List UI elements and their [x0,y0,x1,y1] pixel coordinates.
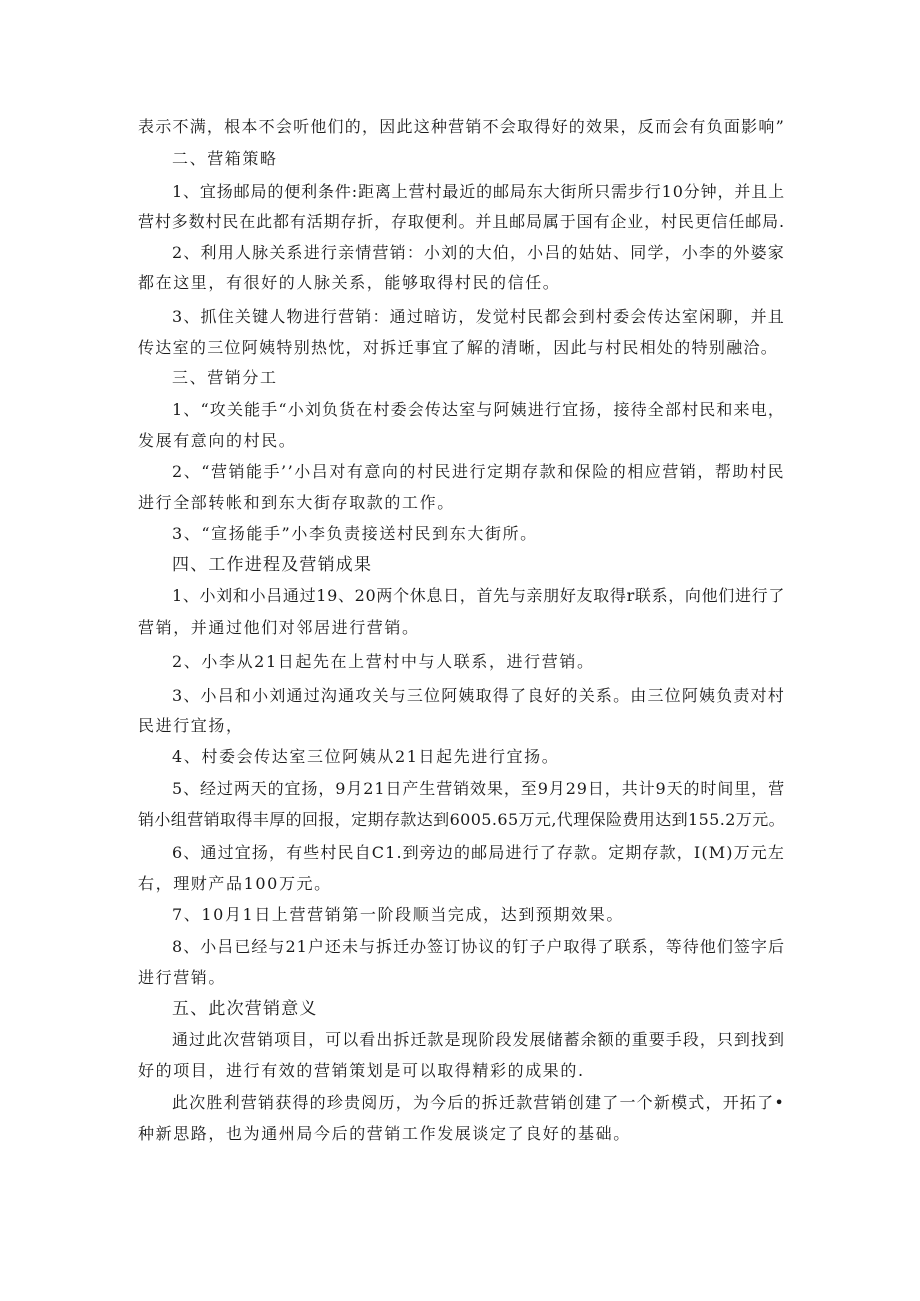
paragraph-line: 此次胜利营销获得的珍贵阅历，为今后的拆迁款营销创建了一个新模式，开拓了• [172,1093,785,1112]
paragraph-line: 都在这里，有很好的人脉关系，能够取得村民的信任。 [138,273,561,292]
paragraph-line: 表示不满，根本不会听他们的，因此这种营销不会取得好的效果，反而会有负面影响” [138,117,785,136]
paragraph-line: 传达室的三位阿姨特别热忱，对拆迁事宜了解的清晰，因此与村民相处的特别融洽。 [138,338,779,357]
paragraph-line: 6、通过宜扬，有些村民自C1.到旁边的邮局进行了存款。定期存款，I(M)万元左 [172,843,785,862]
paragraph-line: 3、“宣扬能手”小李负责接送村民到东大街所。 [172,524,538,543]
section-heading: 四、工作进程及营销成果 [172,555,373,575]
paragraph-line: 1、“攻关能手“小刘负货在村委会传达室与阿姨进行宜扬，接待全部村民和来电， [172,400,785,419]
paragraph-line: 7、10月1日上营营销第一阶段顺当完成，达到预期效果。 [172,905,624,924]
paragraph-line: 种新思路，也为通州局今后的营销工作发展谈定了良好的基础。 [138,1124,631,1143]
paragraph-line: 右，理财产品100万元。 [138,874,332,893]
paragraph-line: 1、小刘和小吕通过19、20两个休息日，首先与亲朋好友取得r联系，向他们进行了 [172,586,785,605]
paragraph-line: 销小组营销取得丰厚的回报，定期存款达到6005.65万元,代理保险费用达到155.2万元。 [138,810,785,829]
paragraph-line: 1、宜扬邮局的便利条件:距离上营村最近的邮局东大街所只需步行10分钟，并且上 [172,182,785,201]
paragraph-line: 3、小吕和小刘通过沟通攻关与三位阿姨取得了良好的关系。由三位阿姨负责对村 [172,686,785,705]
section-heading: 二、营箱策略 [172,149,278,168]
paragraph-line: 2、“营销能手’’小吕对有意向的村民进行定期存款和保险的相应营销，帮助村民 [172,462,785,481]
paragraph-line: 2、小李从21日起先在上营村中与人联系，进行营销。 [172,652,595,671]
paragraph-line: 营销，并通过他们对邻居进行营销。 [138,618,420,637]
paragraph-line: 2、利用人脉关系进行亲情营销：小刘的大伯，小吕的姑姑、同学，小李的外婆家 [172,243,785,262]
paragraph-line: 发展有意向的村民。 [138,431,297,450]
section-heading: 五、此次营销意义 [172,999,318,1019]
paragraph-line: 好的项目，进行有效的营销策划是可以取得精彩的成果的. [138,1061,585,1080]
paragraph-line: 5、经过两天的宜扬，9月21日产生营销效果，至9月29日，共计9天的时间里，营 [172,779,785,798]
paragraph-line: 进行营销。 [138,968,227,987]
paragraph-line: 3、抓住关键人物进行营销：通过暗访，发觉村民都会到村委会传达室闲聊，并且 [172,307,785,326]
paragraph-line: 进行全部转帐和到东大街存取款的工作。 [138,493,455,512]
paragraph-line: 4、村委会传达室三位阿姨从21日起先进行宜扬。 [172,747,560,766]
section-heading: 三、营销分工 [172,368,278,387]
paragraph-line: 营村多数村民在此都有活期存折，存取便利。并且邮局属于国有企业，村民更信任邮局. [138,212,785,231]
paragraph-line: 民进行宜扬， [138,716,244,735]
paragraph-line: 通过此次营销项目，可以看出拆迁款是现阶段发展储蓄余额的重要手段，只到找到 [172,1030,785,1049]
paragraph-line: 8、小吕已经与21户还未与拆迁办签订协议的钉子户取得了联系，等待他们签字后 [172,937,785,956]
